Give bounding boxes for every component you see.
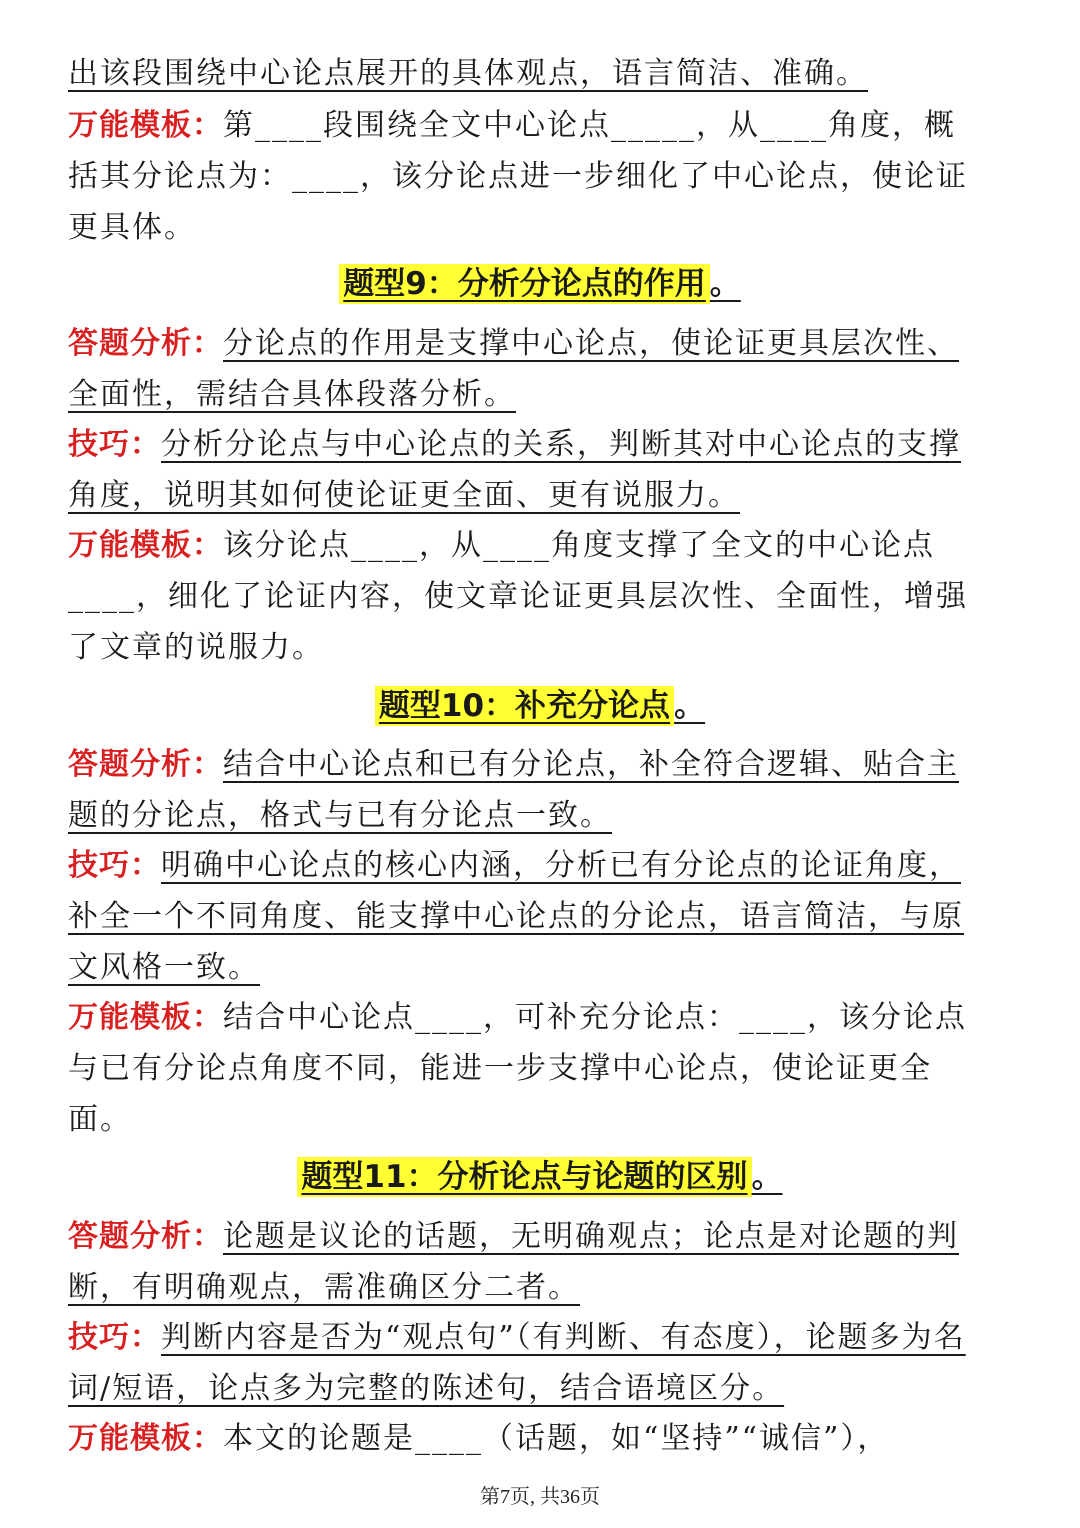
template-text: 该分论点____，从____角度支撑了全文的中心论点____，细化了论证内容，使文章论证更具层次性、全面性，增强了文章的说服力。 [68, 528, 968, 665]
tips-block-9 [68, 419, 984, 521]
analysis-text: 分论点的作用是支撑中心论点，使论证更具层次性、全面性，需结合具体段落分析。 [68, 326, 959, 412]
template-label: 万能模板： [68, 108, 223, 143]
template-block-1 [68, 100, 984, 253]
heading-highlight: 题型11：分析论点与论题的区别 [297, 1157, 751, 1197]
template-text: 本文的论题是____（话题，如“坚持”“诚信”）， [223, 1421, 890, 1456]
template-block-9 [68, 520, 984, 673]
top-line: 出该段围绕中心论点展开的具体观点，语言简洁、准确。 [68, 56, 868, 91]
question-type-11-heading: 题型11：分析论点与论题的区别 。 [0, 1155, 1080, 1199]
heading-highlight: 题型10：补充分论点 [375, 686, 674, 726]
analysis-block-10 [68, 739, 984, 841]
page-footer: 第7页, 共36页 [480, 1486, 600, 1508]
tips-label: 技巧： [68, 848, 161, 883]
tips-block-10 [68, 840, 984, 993]
analysis-text: 结合中心论点和已有分论点，补全符合逻辑、贴合主题的分论点，格式与已有分论点一致。 [68, 747, 959, 833]
analysis-block-11 [68, 1211, 984, 1313]
template-text: 第____段围绕全文中心论点_____，从____角度，概括其分论点为：____，该分论点进一步细化了中心论点，使论证更具体。 [68, 108, 968, 245]
tips-block-11 [68, 1312, 984, 1414]
analysis-label: 答题分析： [68, 1219, 223, 1254]
template-label: 万能模板： [68, 1000, 223, 1035]
tips-text: 明确中心论点的核心内涵，分析已有分论点的论证角度，补全一个不同角度、能支撑中心论点的分论点，语言简洁，与原文风格一致。 [68, 848, 964, 985]
template-block-11 [68, 1413, 984, 1464]
tips-text: 分析分论点与中心论点的关系，判断其对中心论点的支撑角度，说明其如何使论证更全面、更有说服力。 [68, 427, 961, 513]
question-type-10-heading: 题型10：补充分论点 。 [0, 684, 1080, 728]
analysis-label: 答题分析： [68, 326, 223, 361]
template-label: 万能模板： [68, 1421, 223, 1456]
analysis-block-9 [68, 318, 984, 420]
analysis-label: 答题分析： [68, 747, 223, 782]
template-text: 结合中心论点____，可补充分论点：____，该分论点与已有分论点角度不同，能进一步支撑中心论点，使论证更全面。 [68, 1000, 967, 1137]
tips-label: 技巧： [68, 1320, 161, 1355]
heading-highlight: 题型9：分析分论点的作用 [339, 264, 710, 304]
analysis-text: 论题是议论的话题，无明确观点；论点是对论题的判断，有明确观点，需准确区分二者。 [68, 1219, 959, 1305]
tips-text: 判断内容是否为“观点句”（有判断、有态度），论题多为名词/短语，论点多为完整的陈述句，结合语境区分。 [68, 1320, 966, 1406]
template-block-10 [68, 992, 984, 1145]
template-label: 万能模板： [68, 528, 223, 563]
tips-label: 技巧： [68, 427, 161, 462]
question-type-9-heading: 题型9：分析分论点的作用 。 [0, 262, 1080, 306]
